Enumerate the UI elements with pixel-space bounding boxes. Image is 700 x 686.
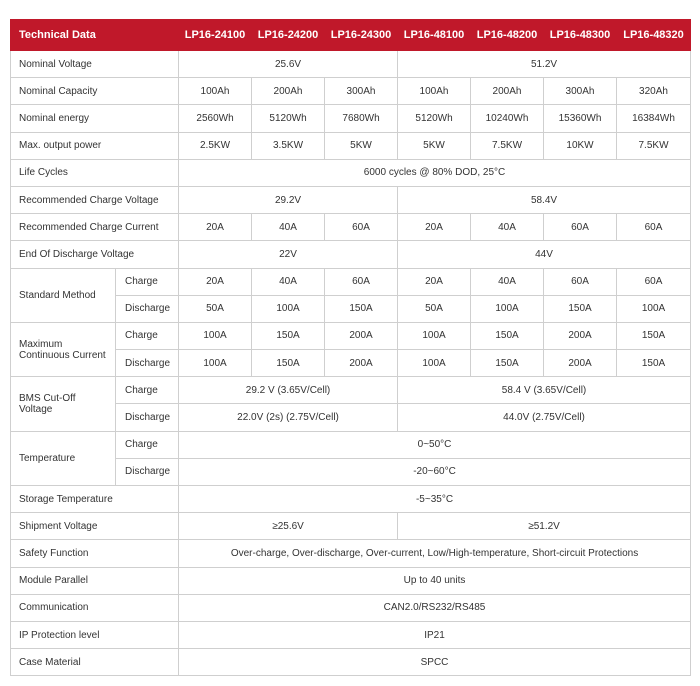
cell-24v: 22.0V (2s) (2.75V/Cell) — [179, 404, 398, 431]
cell: 40A — [471, 268, 544, 295]
cell: 300Ah — [325, 78, 398, 105]
cell-48v: 58.4 V (3.65V/Cell) — [398, 377, 691, 404]
cell: 15360Wh — [544, 105, 617, 132]
cell: 200Ah — [252, 78, 325, 105]
row-label: Max. output power — [11, 132, 179, 159]
cell: 60A — [617, 214, 691, 241]
cell: 50A — [179, 295, 252, 322]
cell: 150A — [471, 350, 544, 377]
cell-24v: 25.6V — [179, 51, 398, 78]
cell-48v: 44V — [398, 241, 691, 268]
row-label: Communication — [11, 594, 179, 621]
table-row — [11, 241, 691, 268]
cell-24v: ≥25.6V — [179, 513, 398, 540]
cell-full: -5~35°C — [179, 486, 691, 513]
model-header: LP16-48300 — [544, 20, 617, 51]
sub-label: Charge — [116, 268, 179, 295]
cell: 100A — [179, 322, 252, 349]
cell-48v: 58.4V — [398, 186, 691, 213]
cell: 3.5KW — [252, 132, 325, 159]
row-label: Nominal Voltage — [11, 51, 179, 78]
table-title: Technical Data — [11, 20, 179, 51]
cell-full: 6000 cycles @ 80% DOD, 25°C — [179, 159, 691, 186]
cell: 10KW — [544, 132, 617, 159]
sub-label: Discharge — [116, 350, 179, 377]
table-row — [11, 486, 691, 513]
cell-full: IP21 — [179, 621, 691, 648]
cell: 100A — [617, 295, 691, 322]
cell: 5120Wh — [398, 105, 471, 132]
cell: 7680Wh — [325, 105, 398, 132]
technical-data-table — [10, 19, 691, 676]
cell: 40A — [252, 268, 325, 295]
row-label: Nominal Capacity — [11, 78, 179, 105]
row-label: Module Parallel — [11, 567, 179, 594]
cell: 100A — [398, 350, 471, 377]
sub-label: Charge — [116, 377, 179, 404]
cell: 60A — [325, 268, 398, 295]
table-row — [11, 594, 691, 621]
table-row — [11, 431, 691, 458]
cell: 100A — [179, 350, 252, 377]
row-label: Maximum Continuous Current — [11, 322, 116, 376]
table-row — [11, 513, 691, 540]
cell: 150A — [617, 350, 691, 377]
cell-full: 0~50°C — [179, 431, 691, 458]
model-header: LP16-24300 — [325, 20, 398, 51]
sub-label: Discharge — [116, 458, 179, 485]
cell-48v: 44.0V (2.75V/Cell) — [398, 404, 691, 431]
cell-full: SPCC — [179, 649, 691, 676]
cell: 100Ah — [398, 78, 471, 105]
cell: 100A — [471, 295, 544, 322]
cell-full: Over-charge, Over-discharge, Over-current, Low/High-temperature, Short-circuit Protections — [179, 540, 691, 567]
cell: 5120Wh — [252, 105, 325, 132]
cell: 200A — [544, 322, 617, 349]
cell: 5KW — [398, 132, 471, 159]
cell-24v: 22V — [179, 241, 398, 268]
sub-label: Discharge — [116, 404, 179, 431]
table-row — [11, 186, 691, 213]
cell: 5KW — [325, 132, 398, 159]
cell: 20A — [398, 268, 471, 295]
sub-label: Charge — [116, 322, 179, 349]
header-row — [11, 20, 691, 51]
table-row — [11, 322, 691, 349]
cell-48v: 51.2V — [398, 51, 691, 78]
table-row — [11, 540, 691, 567]
table-row — [11, 51, 691, 78]
cell: 50A — [398, 295, 471, 322]
cell: 20A — [179, 268, 252, 295]
cell: 150A — [252, 322, 325, 349]
table-row — [11, 159, 691, 186]
cell: 100A — [398, 322, 471, 349]
table-row — [11, 621, 691, 648]
row-label: IP Protection level — [11, 621, 179, 648]
model-header: LP16-24100 — [179, 20, 252, 51]
cell-24v: 29.2 V (3.65V/Cell) — [179, 377, 398, 404]
row-label: Recommended Charge Current — [11, 214, 179, 241]
cell: 150A — [617, 322, 691, 349]
cell: 150A — [252, 350, 325, 377]
table-row — [11, 649, 691, 676]
row-label: Temperature — [11, 431, 116, 485]
row-label: BMS Cut-Off Voltage — [11, 377, 116, 431]
cell: 60A — [325, 214, 398, 241]
cell: 150A — [325, 295, 398, 322]
cell: 60A — [544, 214, 617, 241]
cell: 60A — [544, 268, 617, 295]
row-label: Storage Temperature — [11, 486, 179, 513]
model-header: LP16-48320 — [617, 20, 691, 51]
table-row — [11, 377, 691, 404]
row-label: End Of Discharge Voltage — [11, 241, 179, 268]
cell: 60A — [617, 268, 691, 295]
row-label: Safety Function — [11, 540, 179, 567]
table-row — [11, 132, 691, 159]
model-header: LP16-48100 — [398, 20, 471, 51]
cell: 16384Wh — [617, 105, 691, 132]
cell: 2560Wh — [179, 105, 252, 132]
cell-48v: ≥51.2V — [398, 513, 691, 540]
cell-24v: 29.2V — [179, 186, 398, 213]
cell: 300Ah — [544, 78, 617, 105]
cell: 7.5KW — [617, 132, 691, 159]
row-label: Life Cycles — [11, 159, 179, 186]
table-row — [11, 268, 691, 295]
cell: 200A — [325, 350, 398, 377]
row-label: Recommended Charge Voltage — [11, 186, 179, 213]
cell: 40A — [252, 214, 325, 241]
table-row — [11, 567, 691, 594]
cell: 200A — [325, 322, 398, 349]
row-label: Shipment Voltage — [11, 513, 179, 540]
row-label: Nominal energy — [11, 105, 179, 132]
cell: 200A — [544, 350, 617, 377]
model-header: LP16-48200 — [471, 20, 544, 51]
cell-full: -20~60°C — [179, 458, 691, 485]
cell: 150A — [471, 322, 544, 349]
row-label: Standard Method — [11, 268, 116, 322]
cell: 20A — [398, 214, 471, 241]
sub-label: Discharge — [116, 295, 179, 322]
cell: 100Ah — [179, 78, 252, 105]
cell-full: Up to 40 units — [179, 567, 691, 594]
table-row — [11, 214, 691, 241]
cell: 200Ah — [471, 78, 544, 105]
cell: 100A — [252, 295, 325, 322]
row-label: Case Material — [11, 649, 179, 676]
cell: 20A — [179, 214, 252, 241]
cell: 7.5KW — [471, 132, 544, 159]
table-row — [11, 105, 691, 132]
table-row — [11, 78, 691, 105]
sub-label: Charge — [116, 431, 179, 458]
cell: 2.5KW — [179, 132, 252, 159]
cell: 10240Wh — [471, 105, 544, 132]
model-header: LP16-24200 — [252, 20, 325, 51]
cell-full: CAN2.0/RS232/RS485 — [179, 594, 691, 621]
cell: 320Ah — [617, 78, 691, 105]
cell: 40A — [471, 214, 544, 241]
cell: 150A — [544, 295, 617, 322]
